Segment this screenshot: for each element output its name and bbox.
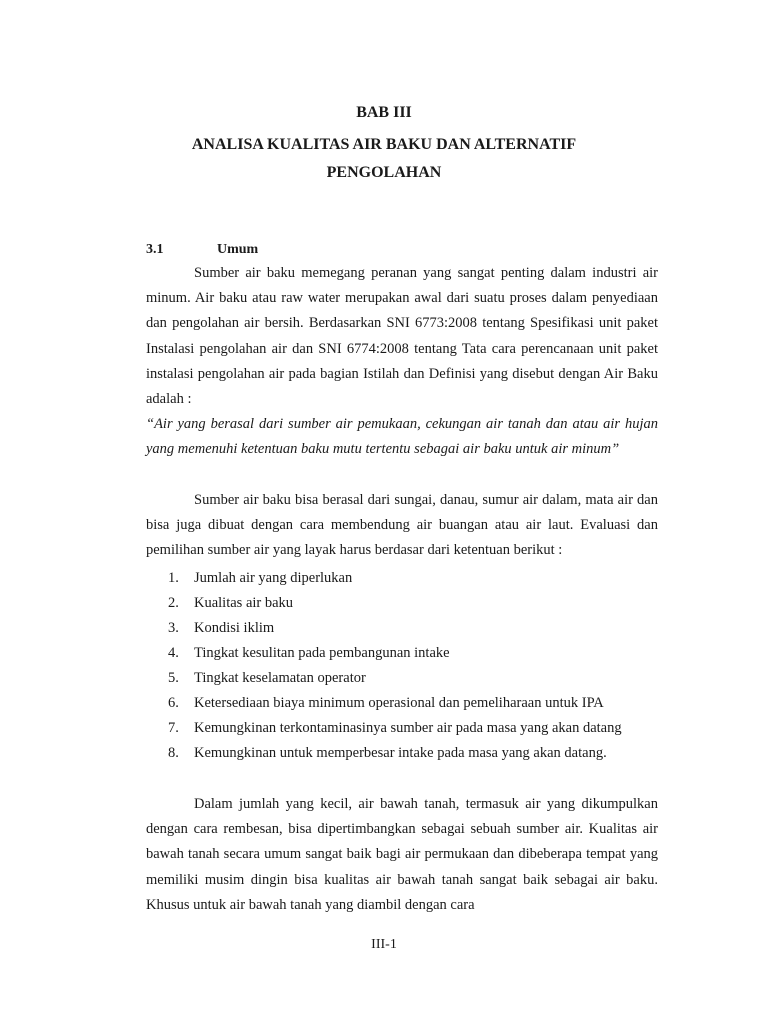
list-item <box>146 666 658 691</box>
chapter-number: BAB III <box>356 104 412 121</box>
list-item-text: Kondisi iklim <box>194 620 275 636</box>
section-title: Umum <box>217 242 259 257</box>
criteria-list <box>146 566 658 766</box>
list-item-number: 8. <box>168 745 179 761</box>
section-number: 3.1 <box>146 242 164 257</box>
list-item-number: 4. <box>168 645 179 661</box>
list-item-text: Tingkat keselamatan operator <box>194 670 366 686</box>
list-item-number: 5. <box>168 670 179 686</box>
list-item <box>146 616 658 641</box>
list-item-number: 7. <box>168 720 179 736</box>
list-item-text: Ketersediaan biaya minimum operasional dan pemeliharaan untuk IPA <box>194 695 604 711</box>
paragraph-1: Sumber air baku memegang peranan yang sangat penting dalam industri air minum. Air baku atau raw water merupakan awal dari suatu proses dalam penyediaan dan pengolahan air bersih. Berdasarkan SNI 6773:2008 tentang Spesifikasi unit paket Instalasi pengolahan air dan SNI 6774:2008 tentang Tata cara perencanaan unit paket instalasi pengolahan air pada bagian Istilah dan Definisi yang disebut dengan Air Baku adalah : <box>146 265 658 408</box>
list-item <box>146 566 658 591</box>
list-item-text: Kualitas air baku <box>194 595 294 611</box>
list-item <box>146 641 658 666</box>
list-item <box>146 591 658 616</box>
chapter-title-line-2: PENGOLAHAN <box>326 164 442 181</box>
section-heading <box>146 242 258 258</box>
list-item <box>146 691 658 716</box>
list-item-number: 2. <box>168 595 179 611</box>
list-item-number: 3. <box>168 620 179 636</box>
list-item-text: Tingkat kesulitan pada pembangunan intake <box>194 645 450 661</box>
paragraph-3: Dalam jumlah yang kecil, air bawah tanah, termasuk air yang dikumpulkan dengan cara rembesan, bisa dipertimbangkan sebagai sebuah sumber air. Kualitas air bawah tanah secara umum sangat baik bagi air permukaan dan dibeberapa tempat yang memiliki musim dingin bisa kualitas air bawah tanah sangat baik sebagai air baku. Khusus untuk air bawah tanah yang diambil dengan cara <box>146 796 658 913</box>
list-item <box>146 716 658 741</box>
list-item-text: Kemungkinan terkontaminasinya sumber air pada masa yang akan datang <box>194 720 622 736</box>
chapter-title-line-1: ANALISA KUALITAS AIR BAKU DAN ALTERNATIF <box>191 136 577 153</box>
page-number: III-1 <box>371 937 397 952</box>
paragraph-2: Sumber air baku bisa berasal dari sungai, danau, sumur air dalam, mata air dan bisa juga dibuat dengan cara membendung air buangan atau air laut. Evaluasi dan pemilihan sumber air yang layak harus berdasar dari ketentuan berikut : <box>146 492 658 559</box>
list-item-text: Jumlah air yang diperlukan <box>194 570 353 586</box>
list-item <box>146 741 658 766</box>
list-item-number: 1. <box>168 570 179 586</box>
list-item-text: Kemungkinan untuk memperbesar intake pada masa yang akan datang. <box>194 745 607 761</box>
definition-quote: “Air yang berasal dari sumber air pemukaan, cekungan air tanah dan atau air hujan yang memenuhi ketentuan baku mutu tertentu sebagai air baku untuk air minum” <box>146 416 658 458</box>
list-item-number: 6. <box>168 695 179 711</box>
